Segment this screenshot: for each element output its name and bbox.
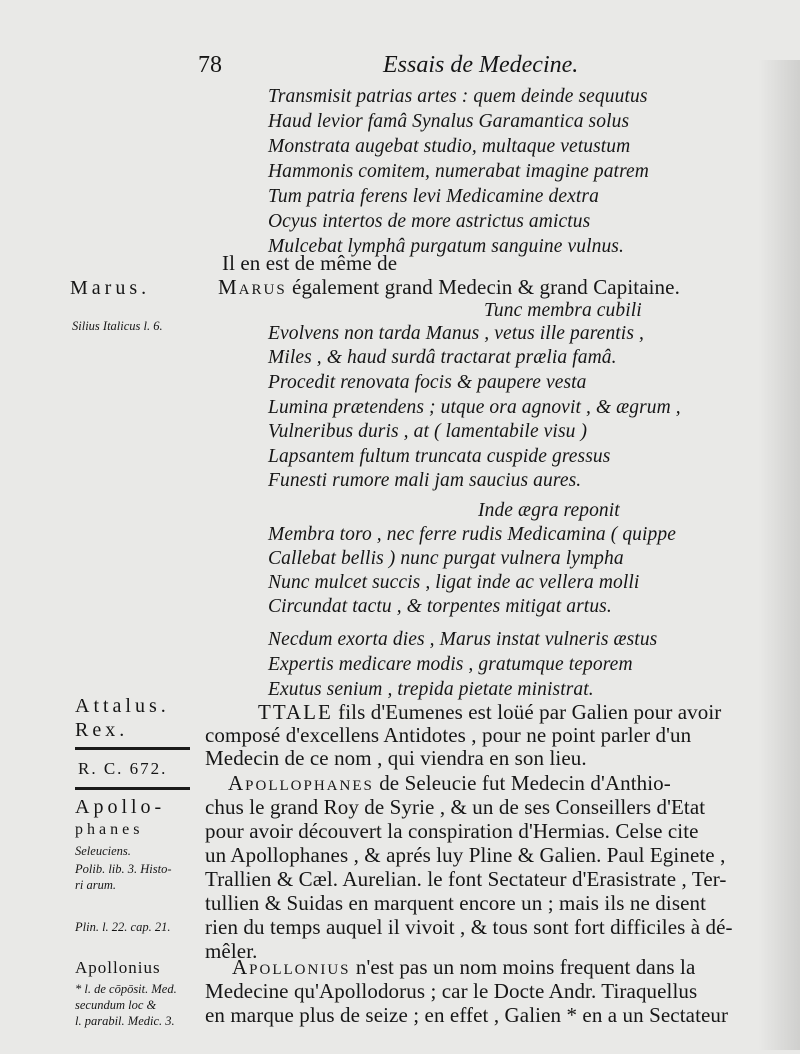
margin-rex: Rex. xyxy=(75,719,129,741)
margin-apollonius: Apollonius xyxy=(75,958,161,977)
margin-rule xyxy=(75,747,190,750)
verse-line: Evolvens non tarda Manus , vetus ille parentis , xyxy=(268,323,644,344)
verse-line: Callebat bellis ) nunc purgat vulnera lympha xyxy=(268,548,624,569)
prose-line xyxy=(258,700,721,725)
margin-secundum: secundum loc & xyxy=(75,998,157,1012)
margin-apollo: Apollo- xyxy=(75,796,166,818)
verse-line: Exutus senium , trepida pietate ministrat. xyxy=(268,679,594,700)
verse-line: Hammonis comitem, numerabat imagine patrem xyxy=(268,161,649,182)
margin-silius: Silius Italicus l. 6. xyxy=(72,319,163,333)
marus-line xyxy=(218,275,680,300)
verse-line: Lumina prætendens ; utque ora agnovit , & ægrum , xyxy=(268,397,681,418)
prose-line: Medecine qu'Apollodorus ; car le Docte Andr. Tiraquellus xyxy=(205,979,698,1003)
prose-line: en marque plus de seize ; en effet , Galien * en a un Sectateur xyxy=(205,1003,729,1027)
prose-text: de Seleucie fut Medecin d'Anthio- xyxy=(373,771,671,795)
verse-line: Funesti rumore mali jam saucius aures. xyxy=(268,470,582,491)
prose-line: composé d'excellens Antidotes , pour ne point parler d'un xyxy=(205,723,692,747)
facing-page-bleed xyxy=(758,60,800,1050)
verse-line: Haud levior famâ Synalus Garamantica solus xyxy=(268,111,630,132)
verse-line: Tum patria ferens levi Medicamine dextra xyxy=(268,186,599,207)
prose-text: n'est pas un nom moins frequent dans la xyxy=(350,955,696,979)
verse-line: Lapsantem fultum truncata cuspide gressus xyxy=(268,446,611,467)
verse-line: Transmisit patrias artes : quem deinde sequutus xyxy=(268,86,648,107)
marus-intro: Il en est de même de xyxy=(222,251,398,275)
verse-line: Miles , & haud surdâ tractarat prælia famâ. xyxy=(268,347,617,368)
margin-phanes: phanes xyxy=(75,821,144,838)
margin-plin: Plin. l. 22. cap. 21. xyxy=(75,920,171,934)
running-title: Essais de Medecine. xyxy=(383,52,579,78)
prose-line: pour avoir découvert la conspiration d'Hermias. Celse cite xyxy=(205,819,699,843)
attale-name: TTALE xyxy=(258,700,333,724)
prose-line: chus le grand Roy de Syrie , & un de ses Conseillers d'Etat xyxy=(205,795,706,819)
margin-rc: R. C. 672. xyxy=(78,759,168,778)
page-header xyxy=(0,52,800,82)
margin-attalus: Attalus. xyxy=(75,695,170,717)
margin-rule xyxy=(75,787,190,790)
prose-line: tullien & Suidas en marquent encore un ; mais ils ne disent xyxy=(205,891,707,915)
margin-polib-1: Polib. lib. 3. Histo- xyxy=(75,862,172,876)
margin-parabil: l. parabil. Medic. 3. xyxy=(75,1014,175,1028)
margin-marus: Marus. xyxy=(70,277,151,299)
verse-line: Necdum exorta dies , Marus instat vulneris æstus xyxy=(268,629,658,650)
verse-line: Monstrata augebat studio, multaque vetustum xyxy=(268,136,631,157)
prose-line xyxy=(232,955,695,980)
verse-head: Inde ægra reponit xyxy=(478,500,620,521)
prose-line: un Apollophanes , & aprés luy Pline & Galien. Paul Eginete , xyxy=(205,843,726,867)
verse-line: Procedit renovata focis & paupere vesta xyxy=(268,372,587,393)
prose-line: mêler. xyxy=(205,939,258,963)
marus-name: Marus xyxy=(218,275,287,299)
margin-polib-2: ri arum. xyxy=(75,878,116,892)
margin-decomp: * l. de cōpōsit. Med. xyxy=(75,982,177,996)
prose-line: Medecin de ce nom , qui viendra en son lieu. xyxy=(205,746,587,770)
prose-line xyxy=(228,771,671,796)
margin-seleuciens: Seleuciens. xyxy=(75,844,131,858)
prose-line: rien du temps auquel il vivoit , & tous sont fort difficiles à dé- xyxy=(205,915,733,939)
verse-line: Vulneribus duris , at ( lamentabile visu ) xyxy=(268,421,588,442)
verse-line: Expertis medicare modis , gratumque teporem xyxy=(268,654,633,675)
verse-line: Circundat tactu , & torpentes mitigat artus. xyxy=(268,596,612,617)
verse-line: Mulcebat lymphâ purgatum sanguine vulnus. xyxy=(268,236,624,257)
marus-text: également grand Medecin & grand Capitaine. xyxy=(286,275,680,299)
verse-line: Membra toro , nec ferre rudis Medicamina ( quippe xyxy=(268,524,677,545)
verse-line: Ocyus intertos de more astrictus amictus xyxy=(268,211,591,232)
verse-head: Tunc membra cubili xyxy=(484,300,642,321)
apollophanes-name: Apollophanes xyxy=(228,771,374,795)
prose-text: fils d'Eumenes est loüé par Galien pour avoir xyxy=(332,700,722,724)
apollonius-name: Apollonius xyxy=(232,955,351,979)
page-number: 78 xyxy=(198,52,222,78)
prose-line: Trallien & Cæl. Aurelian. le font Sectateur d'Erasistrate , Ter- xyxy=(205,867,727,891)
verse-line: Nunc mulcet succis , ligat inde ac vellera molli xyxy=(268,572,640,593)
